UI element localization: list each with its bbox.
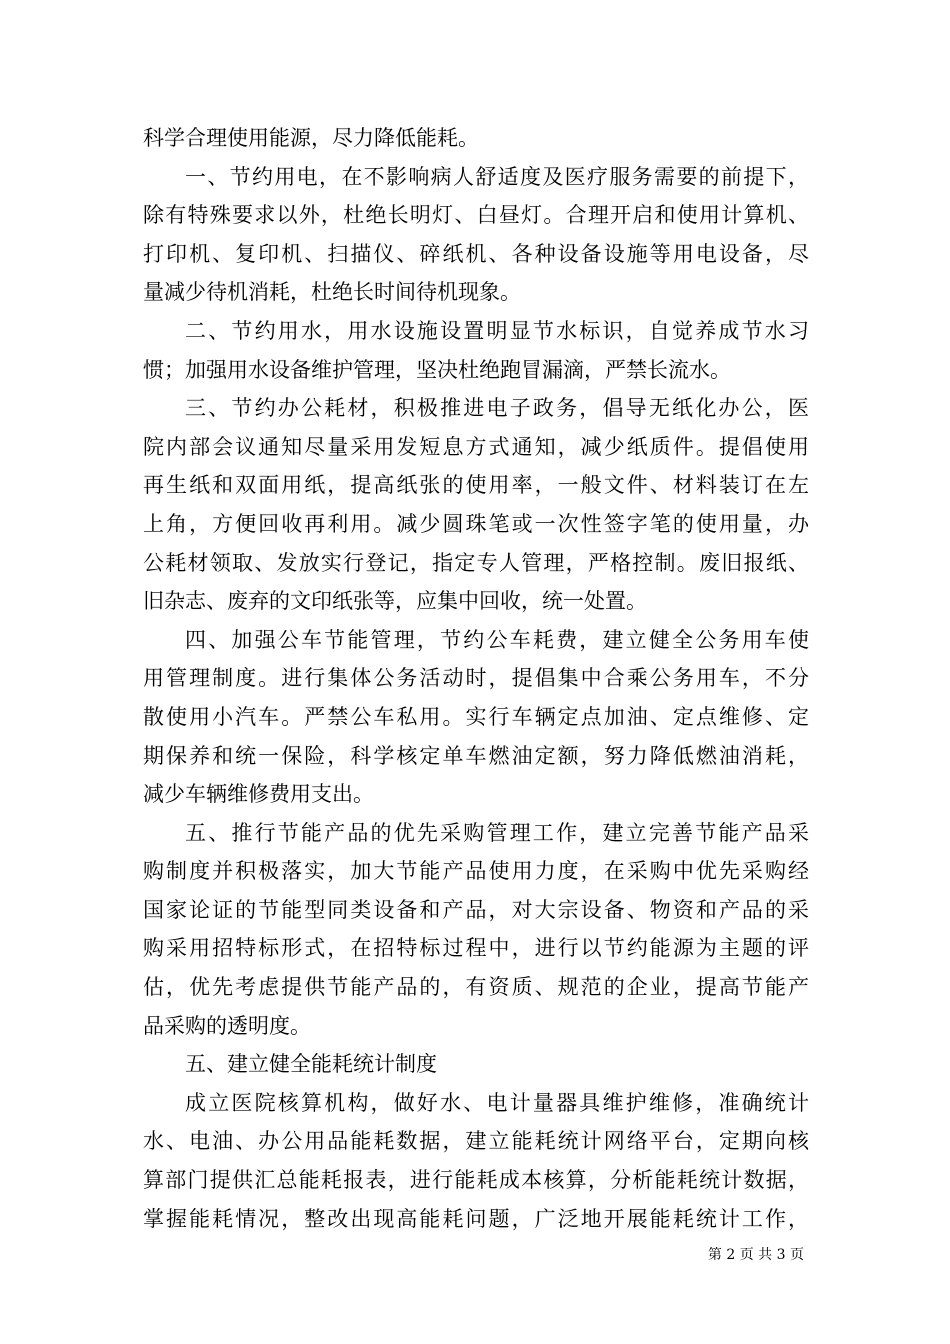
text-line: 院内部会议通知尽量采用发短息方式通知，减少纸质件。提倡使用 <box>143 434 809 459</box>
text-line: 四、加强公车节能管理，节约公车耗费，建立健全公务用车使 <box>185 627 809 652</box>
text-line: 旧杂志、废弃的文印纸张等，应集中回收，统一处置。 <box>143 589 647 614</box>
text-line: 一、节约用电，在不影响病人舒适度及医疗服务需要的前提下， <box>185 164 809 189</box>
text-line: 水、电油、办公用品能耗数据，建立能耗统计网络平台，定期向核 <box>143 1129 809 1154</box>
text-line: 散使用小汽车。严禁公车私用。实行车辆定点加油、定点维修、定 <box>143 704 809 729</box>
text-line: 再生纸和双面用纸，提高纸张的使用率，一般文件、材料装订在左 <box>143 473 809 498</box>
text-line: 掌握能耗情况，整改出现高能耗问题，广泛地开展能耗统计工作， <box>143 1206 809 1231</box>
page-number: 第 2 页 共 3 页 <box>707 1247 804 1263</box>
text-line: 购采用招特标形式，在招特标过程中，进行以节约能源为主题的评 <box>143 936 809 961</box>
document-body <box>143 119 809 1238</box>
text-line: 五、建立健全能耗统计制度 <box>185 1052 437 1077</box>
text-line: 品采购的透明度。 <box>143 1013 311 1038</box>
text-line: 上角，方便回收再利用。减少圆珠笔或一次性签字笔的使用量，办 <box>143 511 809 536</box>
text-line: 三、节约办公耗材，积极推进电子政务，倡导无纸化办公，医 <box>185 396 809 421</box>
text-line: 成立医院核算机构，做好水、电计量器具维护维修，准确统计 <box>185 1090 809 1115</box>
text-line: 五、推行节能产品的优先采购管理工作，建立完善节能产品采 <box>185 820 809 845</box>
text-line: 除有特殊要求以外，杜绝长明灯、白昼灯。合理开启和使用计算机、 <box>143 203 809 228</box>
text-line: 国家论证的节能型同类设备和产品，对大宗设备、物资和产品的采 <box>143 897 809 922</box>
text-line: 减少车辆维修费用支出。 <box>143 782 374 807</box>
text-line: 购制度并积极落实，加大节能产品使用力度，在采购中优先采购经 <box>143 859 809 884</box>
text-line: 二、节约用水，用水设施设置明显节水标识，自觉养成节水习 <box>185 318 809 343</box>
text-line: 期保养和统一保险，科学核定单车燃油定额，努力降低燃油消耗， <box>143 743 809 768</box>
text-line: 打印机、复印机、扫描仪、碎纸机、各种设备设施等用电设备，尽 <box>143 241 809 266</box>
text-line: 估，优先考虑提供节能产品的，有资质、规范的企业，提高节能产 <box>143 975 809 1000</box>
text-line: 量减少待机消耗，杜绝长时间待机现象。 <box>143 280 521 305</box>
text-line: 用管理制度。进行集体公务活动时，提倡集中合乘公务用车，不分 <box>143 666 809 691</box>
text-line: 惯；加强用水设备维护管理，坚决杜绝跑冒漏滴，严禁长流水。 <box>143 357 731 382</box>
text-line: 公耗材领取、发放实行登记，指定专人管理，严格控制。废旧报纸、 <box>143 550 809 575</box>
text-line: 算部门提供汇总能耗报表，进行能耗成本核算，分析能耗统计数据， <box>143 1168 809 1193</box>
text-line: 科学合理使用能源，尽力降低能耗。 <box>143 126 479 150</box>
